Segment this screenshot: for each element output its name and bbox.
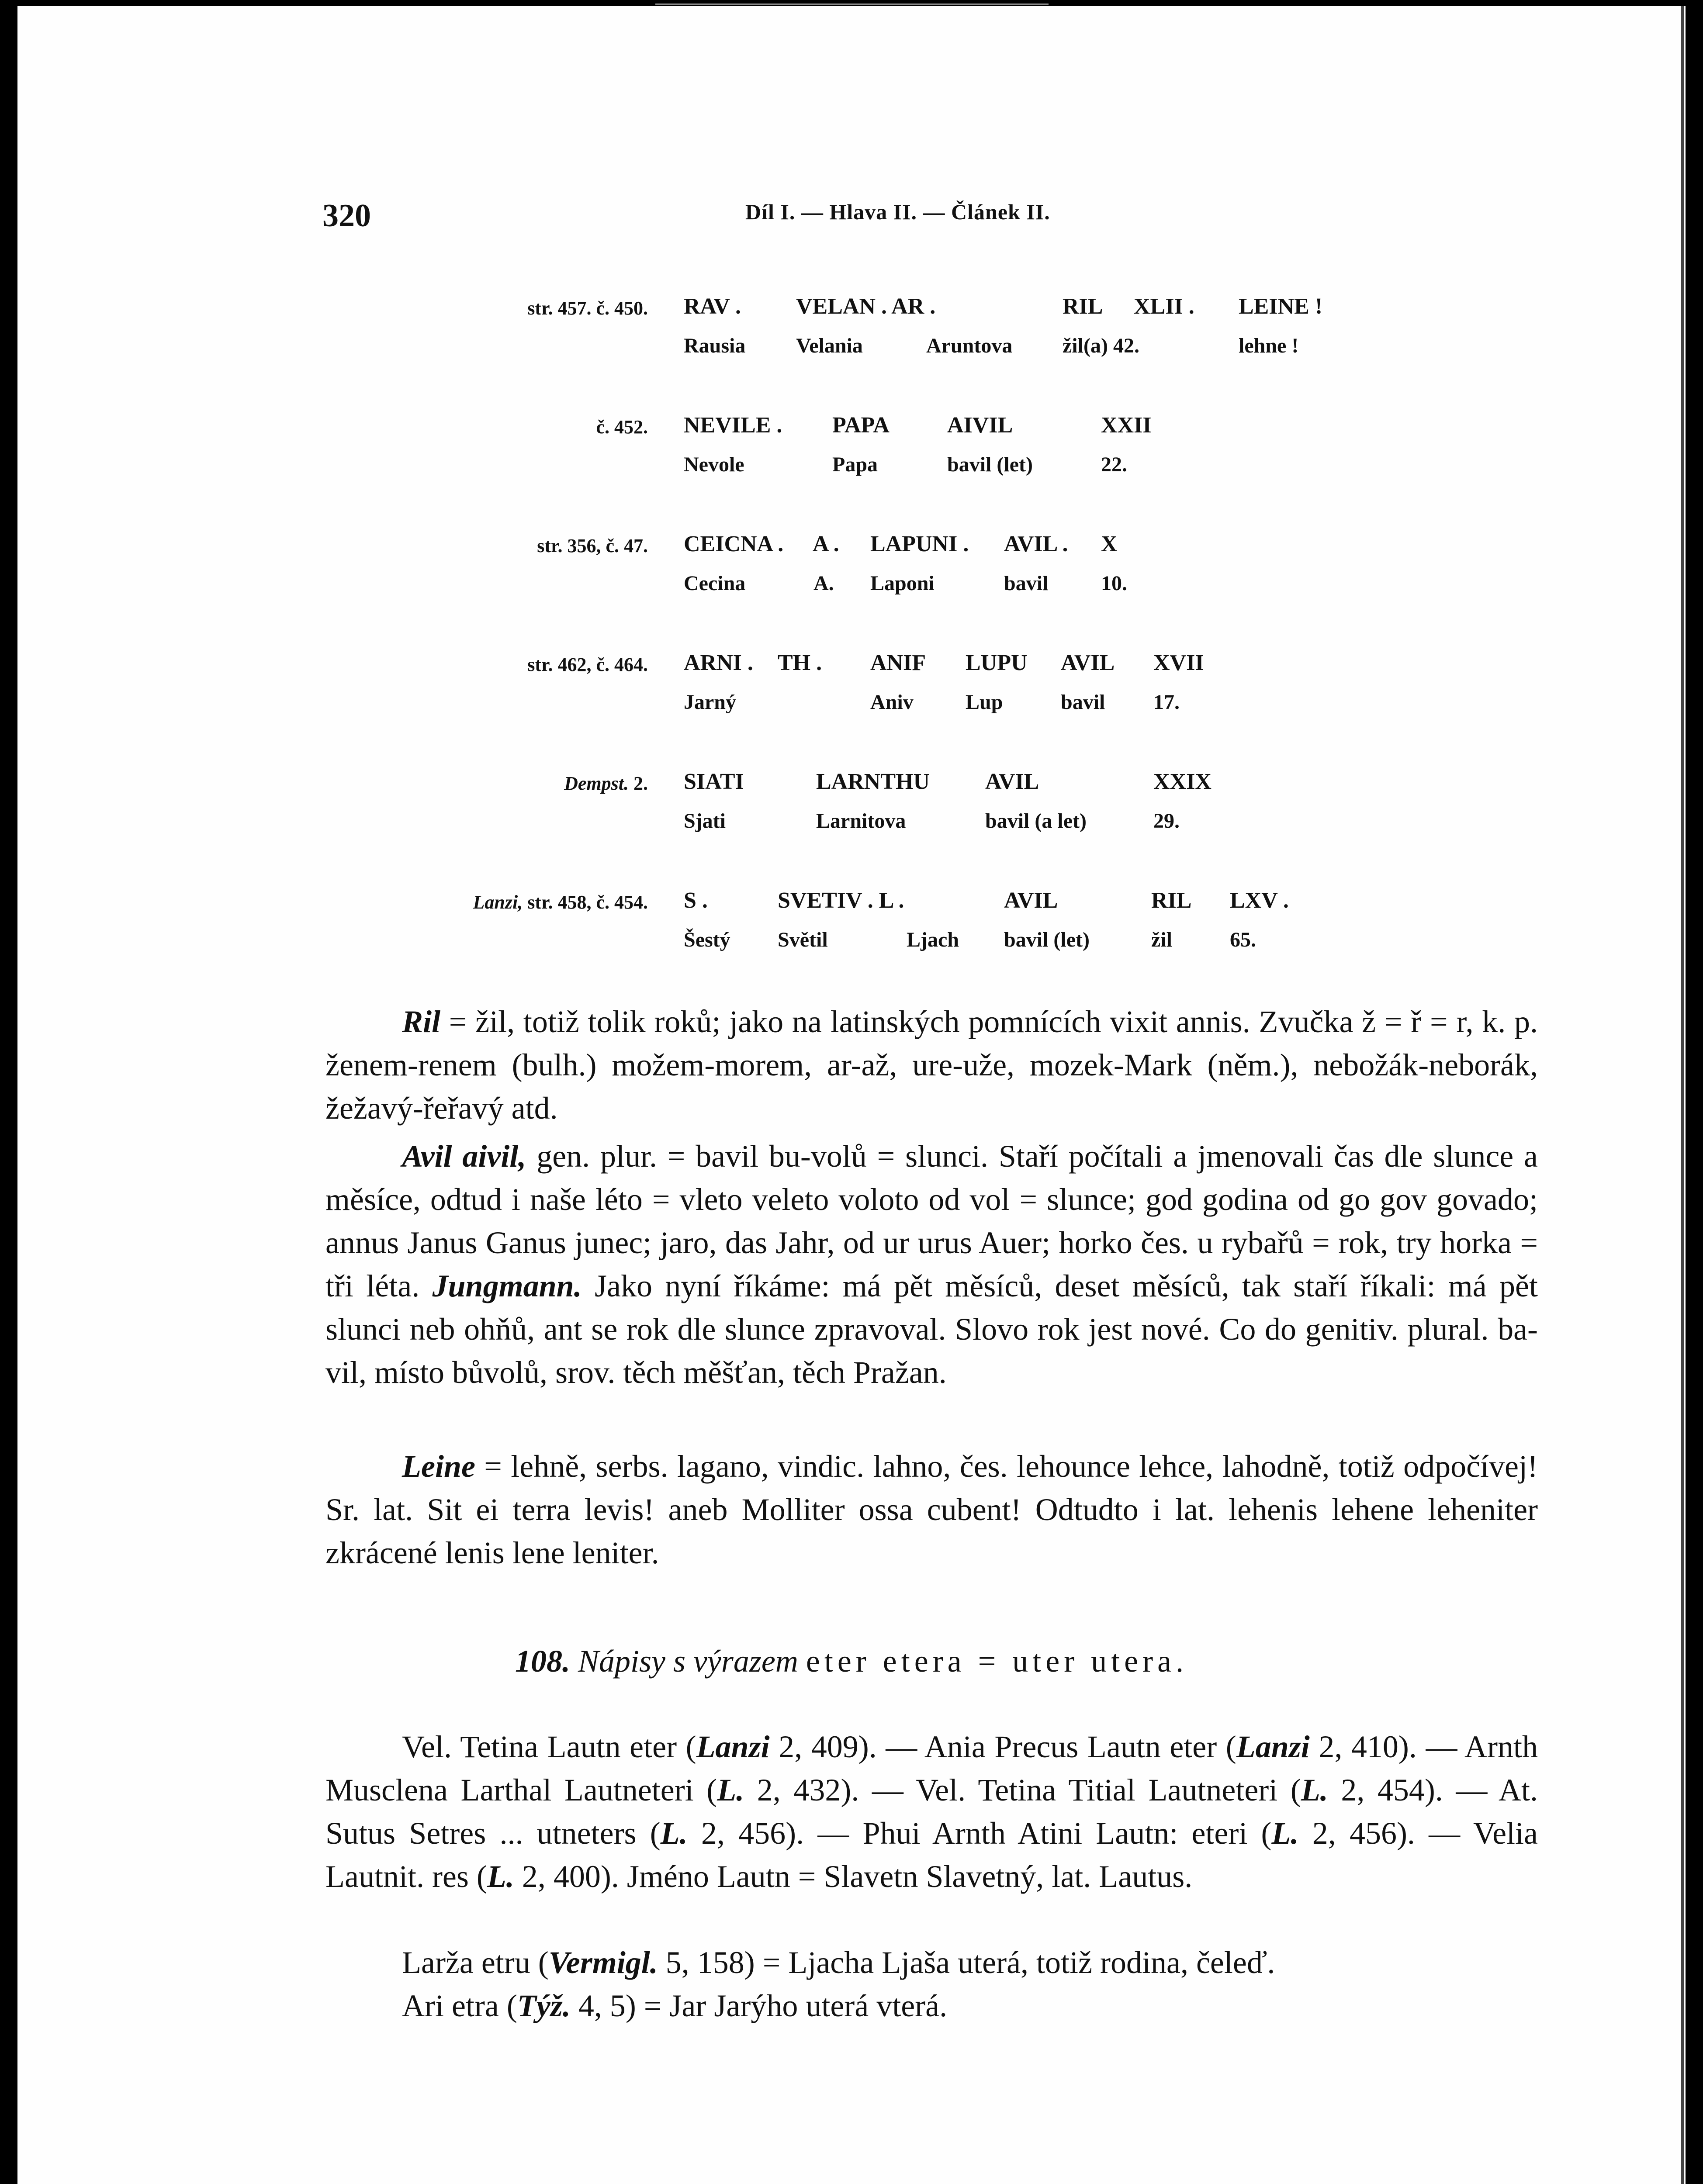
etruscan-word: ANIF [870,650,926,675]
paragraph-text: Jako nyní říkáme: má pět měsíců, deset měsíců, tak staří říkali: má pět slunci neb ohňů, ant se rok dle slunce zpravoval. Slovo rok jest nové. Co do genitiv. plural. ba-vil, místo bůvolů, srov. těch měšťan, těch Pražan. [325,1268,1538,1390]
etruscan-word: LUPU [966,650,1028,675]
section-title: Nápisy s výrazem [578,1644,798,1679]
etruscan-word: LAPUNI . [870,532,969,556]
ref-source: Dempst. [564,773,629,794]
paragraph-text: 2, 400). Jméno Lautn = Slavetn Slavetný, lat. Lautus. [514,1859,1193,1894]
etruscan-word: LEINE ! [1239,294,1323,319]
lemma-avil: Avil aivil, [402,1139,526,1174]
etruscan-word: AIVIL [947,413,1013,438]
czech-word: Jarný [684,691,736,714]
etruscan-word: XXII [1101,413,1152,438]
page-edge-line [1681,6,1684,2184]
czech-word: 22. [1101,453,1127,476]
etruscan-word: SIATI [684,769,744,794]
czech-word: A. [813,572,834,595]
line-text: 5, 158) = Ljacha Ljaša uterá, totiž rodina, čeleď. [658,1945,1275,1980]
etruscan-word: CEICNA . [684,532,784,556]
ref-locator: str. 458, č. 454. [527,892,648,913]
line-larza [402,1945,1275,1981]
czech-word: Šestý [684,928,730,951]
inscription-ref: str. 356, č. 47. [537,535,648,556]
author-citation: L. [1301,1773,1328,1807]
inscription-ref [564,772,648,795]
paragraph-text: gen. plur. = bavil bu-volů = slunci. Staří počítali a jmenovali čas dle slunce a měsíce, odtud i naše léto = vleto veleto voloto od vol = slunce; god godina od go gov govado; annus Janus Ganus junec; jaro, das Jahr, od ur urus Auer; horko čes. u rybařů = rok, try horka = tři léta. [325,1139,1538,1303]
czech-word: lehne ! [1239,334,1299,357]
author-citation: Vermigl. [548,1945,658,1980]
etruscan-word: TH . [778,650,822,675]
czech-word: Aruntova [926,334,1013,357]
section-heading [0,1643,1703,1679]
section-title-spaced: eter etera = uter utera. [806,1644,1188,1679]
czech-word: Sjati [684,809,726,833]
czech-word: Larnitova [816,809,906,833]
author-citation: Lanzi [1236,1729,1310,1764]
author-citation: L. [1271,1816,1299,1851]
paragraph-text: = lehně, serbs. lagano, vindic. lahno, čes. lehounce lehce, lahodně, totiž odpočívej! Sr. lat. Sit ei terra levis! aneb Molliter ossa cubent! Odtudto i lat. lehenis lehene leheniter zkrácené lenis lene leniter. [325,1449,1538,1570]
author-citation: L. [487,1859,514,1894]
paragraph-avil [325,1135,1538,1394]
line-ari [402,1988,947,2024]
top-edge-mark [655,3,1049,5]
paragraph-text: 2, 409). — Ania Precus Lautn eter ( [769,1729,1236,1764]
paragraph-text: Vel. Tetina Lautn eter ( [402,1729,696,1764]
czech-word: Papa [832,453,878,476]
czech-word: 29. [1153,809,1180,833]
czech-word: bavil (let) [947,453,1033,476]
author-citation: L. [717,1773,744,1807]
running-head: Díl I. — Hlava II. — Článek II. [745,200,1050,224]
etruscan-word: LARNTHU [816,769,930,794]
inscription-ref: č. 452. [596,416,648,438]
czech-word: Světil [778,928,828,951]
czech-word: Laponi [870,572,935,595]
etruscan-word: AVIL . [1004,532,1068,556]
czech-word: 17. [1153,691,1180,714]
section-paragraph [325,1725,1538,1898]
czech-word: Velania [796,334,863,357]
etruscan-word: NEVILE . [684,413,782,438]
inscription-ref [473,891,648,913]
line-text: Larža etru ( [402,1945,549,1980]
etruscan-word: XLII . [1134,294,1194,319]
page-number: 320 [322,198,371,234]
czech-word: žil(a) 42. [1063,334,1139,357]
czech-word: Nevole [684,453,744,476]
czech-word: Aniv [870,691,914,714]
paragraph-text: 2, 410). — Arnth Musclena Larthal Lautneteri ( [325,1729,1538,1807]
paragraph-text: = žil, totiž tolik roků; jako na latinských pomnících vixit annis. Zvučka ž = ř = r, k. p. ženem-renem (bulh.) možem-morem, ar-až, ure-uže, mozek-Mark (něm.), nebožák-neborák, žežavý-řeřavý atd. [325,1004,1538,1126]
etruscan-word: XXIX [1153,769,1211,794]
czech-word: bavil (a let) [985,809,1087,833]
czech-word: Lup [966,691,1003,714]
etruscan-word: ARNI . [684,650,753,675]
etruscan-word: RAV . [684,294,741,319]
etruscan-word: S . [684,888,708,913]
author-citation: L. [660,1816,688,1851]
czech-word: bavil (let) [1004,928,1090,951]
etruscan-word: XVII [1153,650,1204,675]
etruscan-word: X [1101,532,1118,556]
etruscan-word: AVIL [1061,650,1115,675]
czech-word: bavil [1004,572,1049,595]
czech-word: Cecina [684,572,746,595]
etruscan-word: A . [813,532,839,556]
author-citation: Jungmann. [432,1268,582,1303]
etruscan-word: VELAN . AR . [796,294,936,319]
section-number: 108. [515,1644,570,1679]
czech-word: Rausia [684,334,746,357]
inscription-ref: str. 462, č. 464. [527,654,648,675]
lemma-ril: Ril [402,1004,441,1039]
paragraph-text: 2, 432). — Vel. Tetina Titial Lautneteri ( [744,1773,1301,1807]
line-text: Ari etra ( [402,1988,517,2023]
etruscan-word: AVIL [1004,888,1058,913]
etruscan-word: LXV . [1230,888,1289,913]
etruscan-word: PAPA [832,413,890,438]
inscription-ref: str. 457. č. 450. [527,297,648,319]
etruscan-word: RIL [1063,294,1103,319]
line-text: 4, 5) = Jar Jarýho uterá vterá. [570,1988,948,2023]
author-citation: Týž. [517,1988,571,2023]
czech-word: 10. [1101,572,1127,595]
etruscan-word: RIL [1151,888,1192,913]
paragraph-text: 2, 454). — At. Sutus Setres ... utneters ( [325,1773,1538,1851]
etruscan-word: SVETIV . L . [778,888,904,913]
author-citation: Lanzi [696,1729,770,1764]
lemma-leine: Leine [402,1449,475,1484]
paragraph-text: 2, 456). — Velia Lautnit. res ( [325,1816,1538,1894]
ref-source: Lanzi, [473,892,523,913]
etruscan-word: AVIL [985,769,1039,794]
czech-word: žil [1151,928,1172,951]
paragraph-ril [325,1000,1538,1130]
czech-word: Ljach [907,928,959,951]
paragraph-text: 2, 456). — Phui Arnth Atini Lautn: eteri ( [687,1816,1272,1851]
czech-word: bavil [1061,691,1105,714]
paragraph-leine [325,1445,1538,1575]
czech-word: 65. [1230,928,1256,951]
ref-locator: 2. [633,773,648,794]
